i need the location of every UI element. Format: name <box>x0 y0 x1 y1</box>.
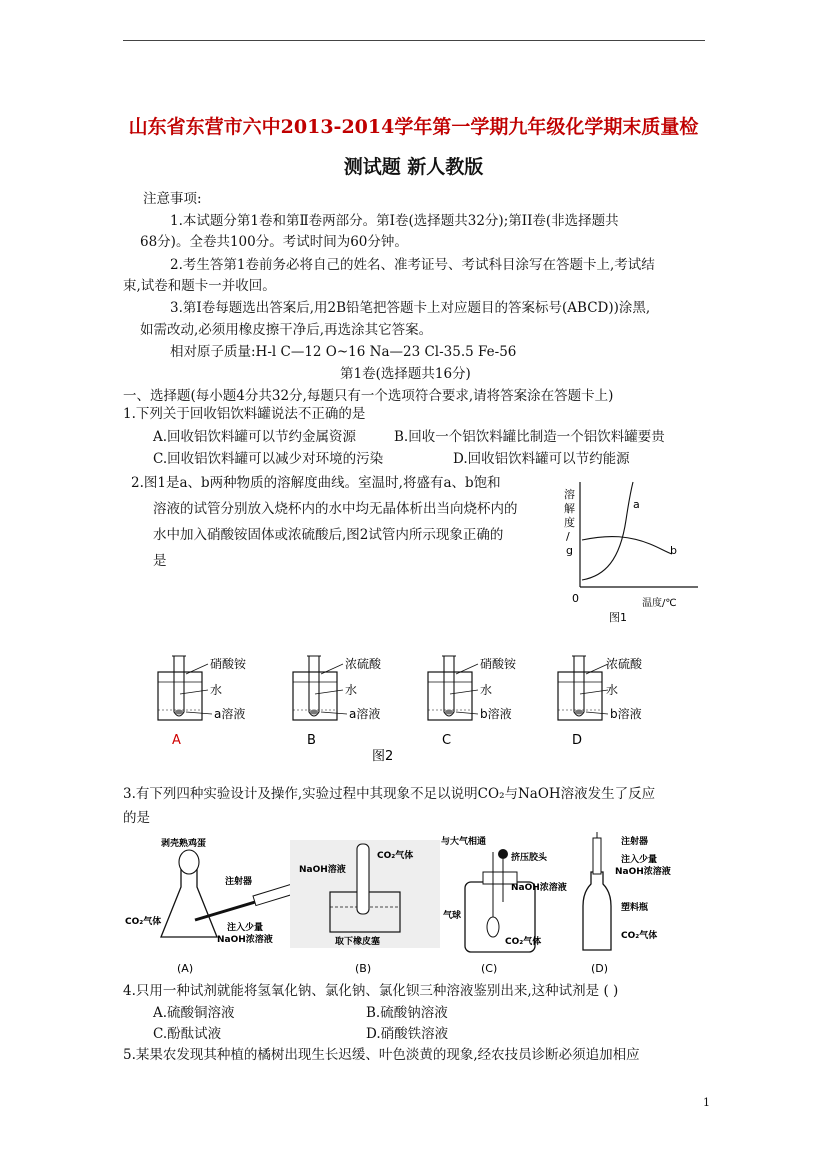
note-3a: 3.第Ⅰ卷每题选出答案后,用2B铅笔把答题卡上对应题目的答案标号(ABCD))涂黑, <box>170 300 651 316</box>
exp-c-gas: CO₂气体 <box>505 937 542 947</box>
section-title: 第1卷(选择题共16分) <box>340 366 471 382</box>
q4-option-d: D.硝酸铁溶液 <box>366 1026 449 1042</box>
q2-line-1: 2.图1是a、b两种物质的溶解度曲线。室温时,将盛有a、b饱和 <box>131 475 501 491</box>
experiment-d <box>583 832 671 975</box>
exp-d-bottle: 塑料瓶 <box>621 903 649 913</box>
beaker-c-solution: b溶液 <box>480 707 512 721</box>
beaker-d-solution: b溶液 <box>610 707 642 721</box>
figure-1-solubility-graph <box>560 480 700 630</box>
exp-a-inject-1: 注入少量 <box>227 923 264 933</box>
figure-3-experiments <box>125 832 705 982</box>
y-label-2: 解 <box>564 502 575 515</box>
exp-d-inject-1: 注入少量 <box>621 855 658 865</box>
page-number: 1 <box>703 1096 710 1109</box>
q1-stem: 1.下列关于回收铝饮料罐说法不正确的是 <box>123 406 366 422</box>
figure-2-caption: 图2 <box>372 749 394 764</box>
note-1a: 1.本试题分第1卷和第Ⅱ卷两部分。第Ⅰ卷(选择题共32分);第ⅠⅠ卷(非选择题共 <box>170 213 619 229</box>
q1-option-b: B.回收一个铝饮料罐比制造一个铝饮料罐要贵 <box>394 429 665 445</box>
beaker-c-water: 水 <box>480 683 493 697</box>
exp-d-inject-2: NaOH浓溶液 <box>615 867 671 877</box>
beaker-a-reagent: 硝酸铵 <box>210 657 247 671</box>
q1-option-d: D.回收铝饮料罐可以节约能源 <box>453 451 630 467</box>
exp-c-balloon: 气球 <box>443 911 462 921</box>
exp-a-egg: 剥壳熟鸡蛋 <box>161 839 207 849</box>
exp-a-label: (A) <box>177 962 194 975</box>
y-label-5: g <box>566 544 573 557</box>
exp-b-remove: 取下橡皮塞 <box>335 937 381 947</box>
curve-a <box>582 482 633 580</box>
beaker-c-reagent: 硝酸铵 <box>480 657 517 671</box>
beaker-d-letter: D <box>572 733 583 748</box>
exp-c-label: (C) <box>481 962 498 975</box>
q4-option-a: A.硫酸铜溶液 <box>153 1005 235 1021</box>
exp-b-solution: NaOH溶液 <box>299 865 346 875</box>
exp-b-gas: CO₂气体 <box>377 851 414 861</box>
section-instructions: 一、选择题(每小题4分共32分,每题只有一个选项符合要求,请将答案涂在答题卡上) <box>123 388 614 404</box>
experiment-b <box>290 840 440 975</box>
experiment-a <box>125 837 294 975</box>
exp-a-syringe: 注射器 <box>225 877 253 887</box>
q4-option-c: C.酚酞试液 <box>153 1026 222 1042</box>
beaker-a-letter: A <box>172 733 181 748</box>
note-2a: 2.考生答第1卷前务必将自己的姓名、准考证号、考试科目涂写在答题卡上,考试结 <box>170 257 655 273</box>
beaker-d-water: 水 <box>606 683 619 697</box>
header-rule <box>123 40 705 41</box>
beaker-b-reagent: 浓硫酸 <box>345 657 382 671</box>
origin-label: 0 <box>572 592 579 605</box>
exp-a-inject-2: NaOH浓溶液 <box>217 935 273 945</box>
exp-d-label: (D) <box>591 962 609 975</box>
beaker-a-solution: a溶液 <box>214 707 246 721</box>
exp-c-solution: NaOH浓溶液 <box>511 883 567 893</box>
curve-b-label: b <box>670 544 677 557</box>
note-1b: 68分)。全卷共100分。考试时间为60分钟。 <box>140 234 408 250</box>
atomic-masses: 相对原子质量:H-l C—12 O~16 Na—23 Cl-35.5 Fe-56 <box>170 344 517 360</box>
y-label-3: 度 <box>564 516 575 529</box>
q2-line-2: 溶液的试管分别放入烧杯内的水中均无晶体析出当向烧杯内的 <box>153 501 518 517</box>
beaker-a <box>158 656 247 748</box>
beaker-c <box>428 656 517 748</box>
q4-stem: 4.只用一种试剂就能将氢氧化钠、氯化钠、氯化钡三种溶液鉴别出来,这种试剂是 ( ) <box>123 983 619 999</box>
x-axis-label: 温度/℃ <box>642 598 677 609</box>
q2-line-3: 水中加入硝酸铵固体或浓硫酸后,图2试管内所示现象正确的 <box>153 527 504 543</box>
exp-b-label: (B) <box>355 962 372 975</box>
experiment-c <box>441 835 567 975</box>
y-label-4: / <box>566 530 570 543</box>
beaker-b-letter: B <box>307 733 316 748</box>
note-3b: 如需改动,必须用橡皮擦干净后,再选涂其它答案。 <box>140 322 433 338</box>
exp-a-gas: CO₂气体 <box>125 917 162 927</box>
q4-option-b: B.硫酸钠溶液 <box>366 1005 448 1021</box>
figure-1-caption: 图1 <box>609 611 627 624</box>
title-line-2: 测试题 新人教版 <box>343 156 484 178</box>
exp-c-air: 与大气相通 <box>441 837 487 847</box>
notes-heading: 注意事项: <box>143 191 202 207</box>
y-label-1: 溶 <box>564 488 575 501</box>
beaker-b-solution: a溶液 <box>349 707 381 721</box>
curve-b <box>582 537 672 554</box>
q3-line-1: 3.有下列四种实验设计及操作,实验过程中其现象不足以说明CO₂与NaOH溶液发生了反应 <box>123 786 656 802</box>
figure-2-beakers <box>150 650 660 770</box>
q2-line-4: 是 <box>153 553 167 569</box>
beaker-b <box>293 656 382 748</box>
curve-a-label: a <box>633 498 640 511</box>
beaker-d-reagent: 浓硫酸 <box>606 657 643 671</box>
q3-line-2: 的是 <box>123 810 150 826</box>
exp-d-gas: CO₂气体 <box>621 931 658 941</box>
q1-option-c: C.回收铝饮料罐可以减少对环境的污染 <box>153 451 384 467</box>
beaker-c-letter: C <box>442 733 452 748</box>
exp-d-syringe: 注射器 <box>621 837 649 847</box>
q1-option-a: A.回收铝饮料罐可以节约金属资源 <box>153 429 357 445</box>
note-2b: 束,试卷和题卡一并收回。 <box>123 278 276 294</box>
beaker-b-water: 水 <box>345 683 358 697</box>
beaker-d <box>558 656 643 748</box>
title-line-1: 山东省东营市六中2013-2014学年第一学期九年级化学期末质量检 <box>128 116 699 138</box>
exp-c-squeeze: 挤压胶头 <box>511 853 548 863</box>
q5-line-1: 5.某果农发现其种植的橘树出现生长迟缓、叶色淡黄的现象,经农技员诊断必须追加相应 <box>123 1047 640 1063</box>
beaker-a-water: 水 <box>210 683 223 697</box>
